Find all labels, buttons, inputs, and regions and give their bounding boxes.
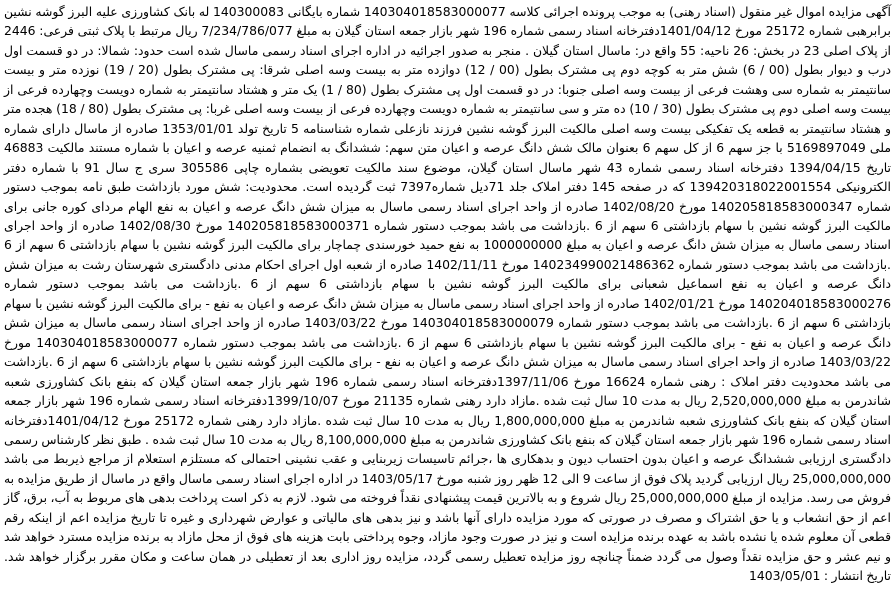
auction-notice: [4, 2, 891, 589]
auction-notice-text: آگهی مزایده اموال غیر منقول (اسناد رهنی) به موجب پرونده اجرائی کلاسه 140304018583000077 شماره بایگانی 140300083 له بانک کشاورزی علیه البرز گوشه نشین برابرهبی شماره 25172 مورخ 1401/04/12دفترخانه اسناد رسمی شماره 196 شهر بازار جمعه استان گیلان به مبلغ 7/234/786/077 ریال مرتبط با پلاک ثبتی فرعی: 2446 از پلاک اصلی 23 در بخش: 26 ناحیه: 55 واقع در: ماسال استان گیلان . منجر به صدور اجرائیه در اداره اجرای اسناد رسمی ماسال شده است حدود: شمالا: در دو قسمت اول درب و دیوار بطول (00 / 6) شش متر به کوچه دوم پی مشترک بطول (00 / 12) دوازده متر به بیست وسه اصلی شرقا: پی مشترک بطول (20 / 19) نوزده متر و بیست سانتیمتر به شماره سی وهشت فرعی از بیست وسه اصلی جنوبا: در دو قسمت اول پی مشترک بطول (80 / 1) یک متر و هشتاد سانتیمتر به شماره دویست وچهارده فرعی از بیست وسه اصلی دوم پی مشترک بطول (30 / 10) ده متر و سی سانتیمتر به شماره دویست وچهارده فرعی از بیست وسه اصلی غربا: پی مشترک بطول (80 / 18) هجده متر و هشتاد سانتیمتر به قطعه یک تفکیکی بیست وسه اصلی مالکیت البرز گوشه نشین فرزند نازعلی شماره شناسنامه 5 تاریخ تولد 1353/01/01 صادره از ماسال دارای شماره ملی 5169897049 با جز سهم 6 از کل سهم 6 بعنوان مالک شش دانگ عرصه و اعیان متن سهم: ششدانگ به انضمام ثمنیه عرصه و اعیان با شماره مستند مالکیت 46883 تاریخ 1394/04/15 دفترخانه اسناد رسمی شماره 43 شهر ماسال استان گیلان، موضوع سند مالکیت تعویضی بشماره چاپی 305586 سری ج سال 91 با شماره دفتر الکترونیکی 139420318022001554 که در صفحه 145 دفتر املاک جلد 71دیل شماره7397 ثبت گردیده است. محدودیت: شش مورد بازداشت طبق نامه بموجب دستور شماره 140205818583000347 مورخ 1402/08/20 صادره از واحد اجرای اسناد رسمی ماسال به میزان شش دانگ عرصه و اعیان به نفع الهام مردای کوره جانی برای مالکیت البرز گوشه نشین با سهام بازداشتی 6 سهم از 6 .بازداشت می باشد بموجب دستور شماره 140205818583000371 مورخ 1402/08/30 صادره از واحد اجرای اسناد رسمی ماسال به میزان شش دانگ عرصه و اعیان به مبلغ 1000000000 به نفع حمید خورسندی چماچار برای مالکیت البرز گوشه نشین با سهام بازداشتی 6 سهم از 6 .بازداشت می باشد بموجب دستور شماره 140234990021486362 مورخ 1402/11/11 صادره از شعبه اول اجرای احکام مدنی دادگستری شهرستان رشت به میزان شش دانگ عرصه و اعیان به نفع اسماعیل شعبانی برای مالکیت البرز گوشه نشین با سهام بازداشتی 6 سهم از 6 .بازداشت می باشد بموجب دستور شماره 140204018583000276 مورخ 1402/01/21 صادره از واحد اجرای اسناد رسمی ماسال به میزان شش دانگ عرصه و اعیان به نفع - برای مالکیت البرز گوشه نشین با سهام بازداشتی 6 سهم از 6 .بازداشت می باشد بموجب دستور شماره 140304018583000079 مورخ 1403/03/22 صادره از واحد اجرای اسناد رسمی ماسال به میزان شش دانگ عرصه و اعیان به نفع - برای مالکیت البرز گوشه نشین با سهام بازداشتی 6 سهم از 6 .بازداشت می باشد بموجب دستور شماره 140304018583000077 مورخ 1403/03/22 صادره از واحد اجرای اسناد رسمی ماسال به میزان شش دانگ عرصه و اعیان به نفع - برای مالکیت البرز گوشه نشین با سهام بازداشتی 6 سهم از 6 .بازداشت می باشد محدودیت دفتر املاک : رهنی شماره 16624 مورخ 1397/11/06دفترخانه اسناد رسمی شماره 196 شهر بازار جمعه استان گیلان که بنفع بانک کشاورزی شعبه شاندرمن به مبلغ 2,520,000,000 ریال به مدت 10 سال ثبت شده .مازاد دارد رهنی شماره 21135 مورخ 1399/10/07دفترخانه اسناد رسمی شماره 196 شهر بازار جمعه استان گیلان که بنفع بانک کشاورزی شعبه شاندرمن به مبلغ 1,800,000,000 ریال به مدت 10 سال ثبت شده .مازاد دارد رهنی شماره 25172 مورخ 1401/04/12دفترخانه اسناد رسمی شماره 196 شهر بازار جمعه استان گیلان که بنفع بانک کشاورزی شاندرمن به مبلغ 8,100,000,000 ریال به مدت 10 سال ثبت شده . طبق نظر کارشناس رسمی دادگستری ارزیابی ششدانگ عرصه و اعیان بدون احتساب دیون و بدهکاری ها ،جرائم تاسیسات زیربنایی و عقب نشینی احتمالی که مستلزم استعلام از مراجع ذیربط می باشد 25,000,000,000 ریال ارزیابی گردید پلاک فوق از ساعت 9 الی 12 ظهر روز شنبه مورخ 1403/05/17 در اداره اجرای اسناد رسمی ماسال واقع در ماسال از طریق مزایده به فروش می رسد. مزایده از مبلغ 25,000,000,000 ریال شروع و به بالاترین قیمت پیشنهادی نقداً فروخته می شود. لازم به ذکر است پرداخت بدهی های مربوط به آب، برق، گاز اعم از حق انشعاب و یا حق اشتراک و مصرف در صورتی که مورد مزایده دارای آنها باشد و نیز بدهی های مالیاتی و عوارض شهرداری و غیره تا تاریخ مزایده اعم از اینکه رقم قطعی آن معلوم شده یا نشده باشد به عهده برنده مزایده است و نیز در صورت وجود مازاد، وجوه پرداختی بابت هزینه های فوق از محل مازاد به برنده مزایده مسترد خواهد شد و نیم عشر و حق مزایده نقداً وصول می گردد ضمناً چنانچه روز مزایده تعطیل رسمی گردد، مزایده روز اداری بعد از تعطیلی در همان ساعت و مکان مقرر برگزار خواهد شد. تاریخ انتشار : 1403/05/01: [4, 4, 892, 584]
